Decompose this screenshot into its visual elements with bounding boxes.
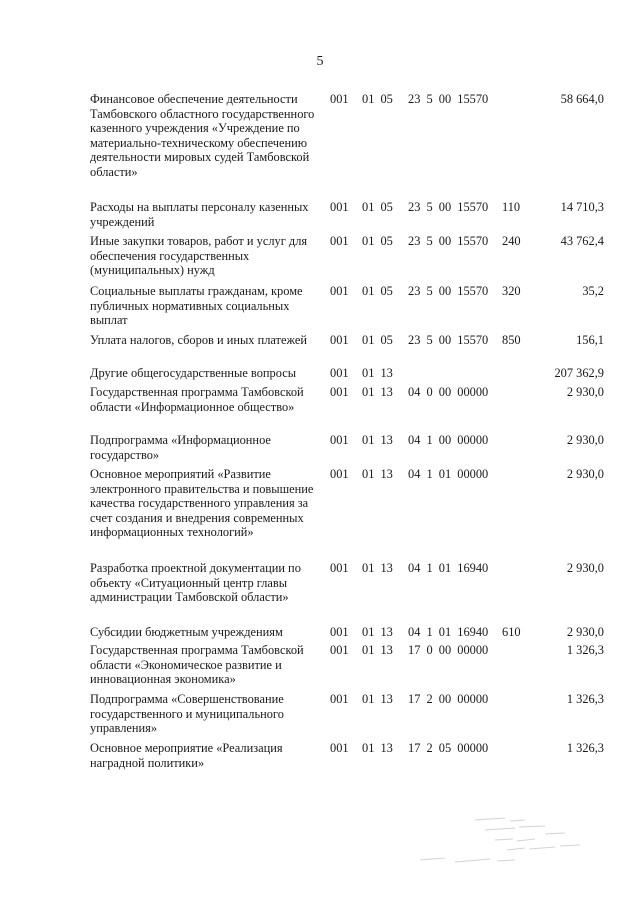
row-target-article: 04 1 00 00000 — [408, 433, 489, 447]
row-sum: 2 930,0 — [566, 625, 604, 639]
row-name: Субсидии бюджетным учреждениям — [90, 625, 283, 639]
row-sum: 1 326,3 — [566, 643, 604, 657]
row-target-article: 04 1 01 00000 — [408, 467, 489, 481]
row-target-article: 04 1 01 16940 — [408, 625, 489, 639]
row-expense-type: 610 — [502, 625, 521, 639]
row-name: Государственная программа Тамбовской области «Экономическое развитие и инновационная экономика» — [90, 643, 304, 687]
row-grbs: 001 — [330, 200, 349, 214]
row-section: 01 05 — [362, 234, 393, 248]
row-grbs: 001 — [330, 467, 349, 481]
row-grbs: 001 — [330, 643, 349, 657]
row-expense-type: 110 — [502, 200, 521, 214]
row-sum: 156,1 — [576, 333, 604, 347]
row-target-article: 17 0 00 00000 — [408, 643, 489, 657]
row-grbs: 001 — [330, 625, 349, 639]
row-name: Подпрограмма «Информационное государство» — [90, 433, 271, 462]
row-sum: 35,2 — [582, 284, 604, 298]
row-sum: 2 930,0 — [566, 433, 604, 447]
row-target-article: 23 5 00 15570 — [408, 234, 489, 248]
row-section: 01 13 — [362, 433, 393, 447]
row-name: Иные закупки товаров, работ и услуг для обеспечения государственных (муниципальных) нужд — [90, 234, 308, 278]
row-name: Другие общегосударственные вопросы — [90, 366, 297, 380]
row-grbs: 001 — [330, 92, 349, 106]
row-grbs: 001 — [330, 284, 349, 298]
row-section: 01 13 — [362, 741, 393, 755]
row-sum: 2 930,0 — [566, 561, 604, 575]
row-sum: 43 762,4 — [560, 234, 604, 248]
row-section: 01 13 — [362, 561, 393, 575]
row-section: 01 13 — [362, 366, 393, 380]
row-grbs: 001 — [330, 433, 349, 447]
page-number: 5 — [316, 54, 324, 69]
row-name: Уплата налогов, сборов и иных платежей — [90, 333, 308, 347]
row-name: Подпрограмма «Совершенствование государственного и муниципального управления» — [90, 692, 284, 736]
row-sum: 1 326,3 — [566, 741, 604, 755]
row-sum: 2 930,0 — [566, 467, 604, 481]
row-name: Основное мероприятий «Развитие электронного правительства и повышение качества государственного управления за счет создания и внедрения современных информационных технологий» — [90, 467, 314, 540]
row-section: 01 13 — [362, 385, 393, 399]
row-section: 01 13 — [362, 692, 393, 706]
row-sum: 2 930,0 — [566, 385, 604, 399]
row-target-article: 23 5 00 15570 — [408, 92, 489, 106]
row-sum: 207 362,9 — [554, 366, 604, 380]
row-sum: 58 664,0 — [560, 92, 604, 106]
row-name: Социальные выплаты гражданам, кроме публичных нормативных социальных выплат — [90, 284, 303, 328]
row-grbs: 001 — [330, 561, 349, 575]
row-section: 01 05 — [362, 333, 393, 347]
row-grbs: 001 — [330, 234, 349, 248]
row-target-article: 04 1 01 16940 — [408, 561, 489, 575]
row-expense-type: 850 — [502, 333, 521, 347]
row-sum: 1 326,3 — [566, 692, 604, 706]
row-name: Разработка проектной документации по объекту «Ситуационный центр главы администрации Тамбовской области» — [90, 561, 301, 605]
row-section: 01 05 — [362, 200, 393, 214]
row-name: Расходы на выплаты персоналу казенных учреждений — [90, 200, 309, 229]
row-grbs: 001 — [330, 385, 349, 399]
faded-stamp — [415, 812, 615, 872]
row-target-article: 17 2 00 00000 — [408, 692, 489, 706]
row-section: 01 13 — [362, 643, 393, 657]
row-grbs: 001 — [330, 692, 349, 706]
row-target-article: 23 5 00 15570 — [408, 284, 489, 298]
row-section: 01 05 — [362, 284, 393, 298]
row-target-article: 04 0 00 00000 — [408, 385, 489, 399]
row-target-article: 23 5 00 15570 — [408, 200, 489, 214]
row-expense-type: 320 — [502, 284, 521, 298]
row-name: Финансовое обеспечение деятельности Тамбовского областного государственного казенного учреждения «Учреждение по материально-техническому обеспечению деятельности мировых судей Тамбовской области» — [90, 92, 315, 179]
row-grbs: 001 — [330, 333, 349, 347]
row-expense-type: 240 — [502, 234, 521, 248]
row-section: 01 13 — [362, 625, 393, 639]
row-section: 01 13 — [362, 467, 393, 481]
row-grbs: 001 — [330, 741, 349, 755]
row-sum: 14 710,3 — [560, 200, 604, 214]
row-target-article: 23 5 00 15570 — [408, 333, 489, 347]
row-name: Государственная программа Тамбовской области «Информационное общество» — [90, 385, 304, 414]
row-section: 01 05 — [362, 92, 393, 106]
row-name: Основное мероприятие «Реализация наградной политики» — [90, 741, 283, 770]
row-grbs: 001 — [330, 366, 349, 380]
row-target-article: 17 2 05 00000 — [408, 741, 489, 755]
